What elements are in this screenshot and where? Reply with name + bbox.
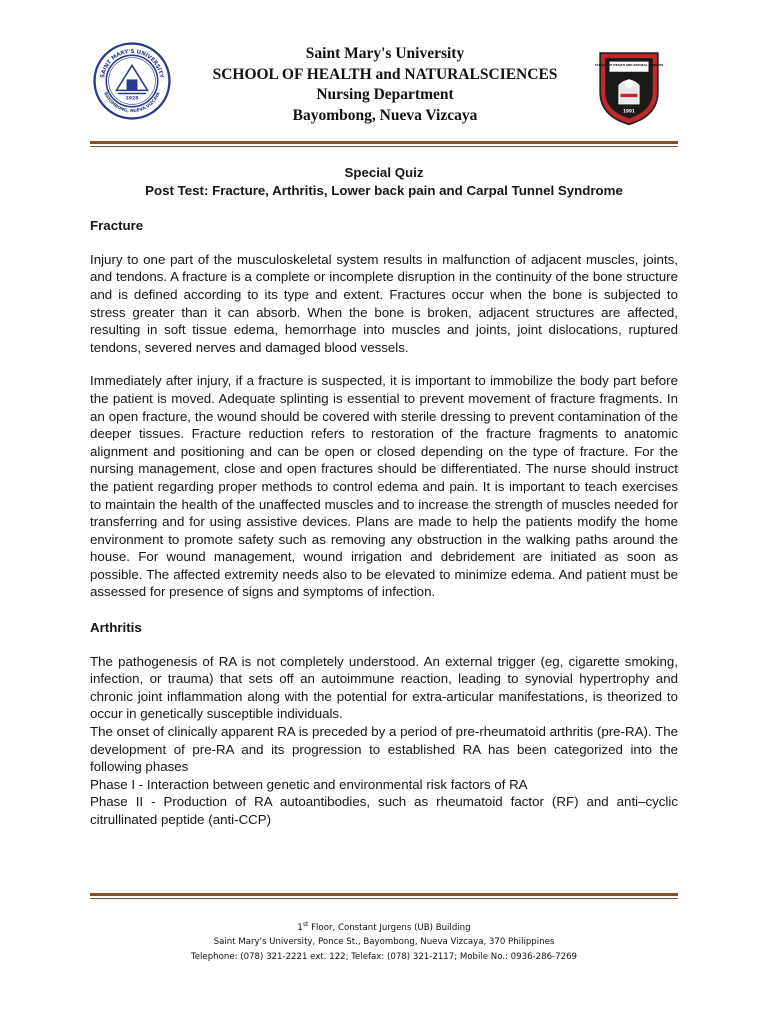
quiz-subtitle: Post Test: Fracture, Arthritis, Lower back pain and Carpal Tunnel Syndrome [145,182,623,198]
fracture-heading: Fracture [90,218,144,234]
footer-address-2: Saint Mary's University, Ponce St., Bayombong, Nueva Vizcaya, 370 Philippines [213,937,555,948]
header-divider [90,141,678,147]
seal-year: 1928 [125,96,139,102]
quiz-title: Special Quiz [344,165,424,180]
arthritis-phase-2: Phase II - Production of RA autoantibodies, such as rheumatoid factor (RF) and anti–cyclic citrullinated peptide (anti-CCP) [90,794,678,827]
footer [90,918,678,964]
school-name: SCHOOL OF HEALTH and NATURALSCIENCES [212,65,558,83]
arthritis-paragraph-2: The onset of clinically apparent RA is preceded by a period of pre-rheumatoid arthritis (pre-RA). The development of pre-RA and its progression to established RA has been categorized into the following phases [90,724,678,775]
location: Bayombong, Nueva Vizcaya [292,106,478,124]
footer-address-1: 1st Floor, Constant Jurgens (UB) Building [297,921,471,933]
fracture-paragraph-2: Immediately after injury, if a fracture is suspected, it is important to immobilize the body part before the patient is moved. Adequate splinting is essential to prevent movement of fracture fragments. In an open fracture, the wound should be covered with sterile dressing to prevent contamination of the deeper tissues. Fracture reduction refers to restoration of the fracture fragments to anatomic alignment and positioning and can be open or closed depending on the type of fracture. For the nursing management, close and open fractures should be differentiated. The nurse should instruct the patient regarding proper methods to control edema and pain. It is important to teach exercises to maintain the health of the unaffected muscles and to increase the strength of muscles needed for transferring and for using assistive devices. Plans are made to help the patients modify the home environment to promote safety such as removing any obstruction in the walking paths around the house. For wound management, wound irrigation and debridement are initiated as soon as possible. The affected extremity needs also to be elevated to minimize edema. And patient must be assessed for presence of signs and symptoms of infection. [90,373,678,600]
shield-year: 1991 [623,108,635,114]
fracture-paragraph-1: Injury to one part of the musculoskeletal system results in malfunction of adjacent muscles, joints, and tendons. A fracture is a complete or incomplete disruption in the continuity of the bone structure and is defined according to its type and extent. Fractures occur when the bone is subjected to stress greater than it can absorb. When the bone is broken, adjacent structures are affected, resulting in soft tissue edema, hemorrhage into muscles and joints, joint dislocations, ruptured tendons, severed nerves and damaged blood vessels. [90,251,678,355]
arthritis-phase-1: Phase I - Interaction between genetic and environmental risk factors of RA [90,776,528,792]
department-name: Nursing Department [316,86,454,103]
document-body [90,164,678,829]
arthritis-paragraph-1: The pathogenesis of RA is not completely understood. An external trigger (eg, cigarette smoking, infection, or trauma) that sets off an autoimmune reaction, leading to synovial hypertrophy and chronic joint inflammation along with the potential for extra-articular manifestations, is theorized to occur in genetically susceptible individuals. [90,653,678,722]
school-shield-logo [595,48,663,126]
university-name: Saint Mary's University [305,45,465,62]
footer-contacts: Telephone: (078) 321-2221 ext. 122; Telefax: (078) 321-2117; Mobile No.: 0936-286-7269 [190,951,578,962]
shield-text: SCHOOL OF HEALTH AND NATURAL SCIENCES [595,62,663,67]
seal-bottom-text: BAYOMBONG, NUEVA VIZCAYA [102,91,162,115]
letterhead [170,44,600,126]
footer-divider [90,893,678,899]
seal-top-text: SAINT MARY'S UNIVERSITY [100,48,164,79]
arthritis-heading: Arthritis [90,620,142,636]
university-seal-logo [93,42,171,120]
